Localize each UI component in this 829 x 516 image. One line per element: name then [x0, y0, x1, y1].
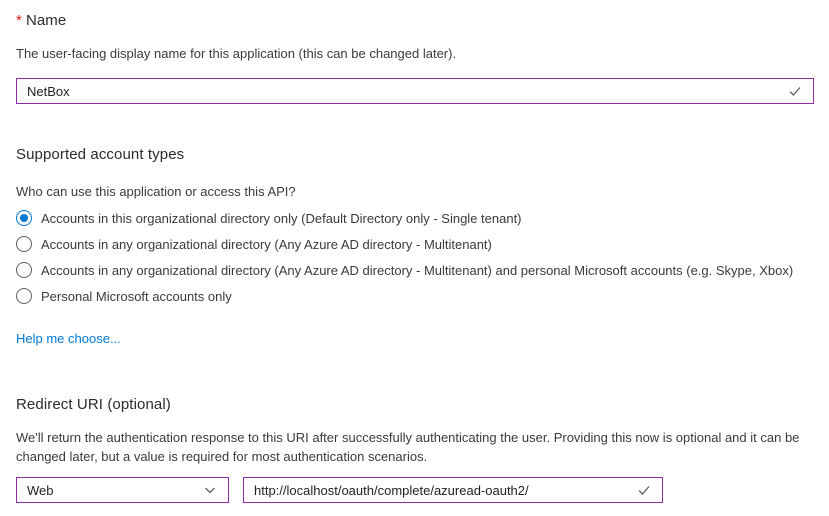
redirect-uri-controls: [16, 477, 814, 503]
radio-button[interactable]: [16, 262, 32, 278]
account-type-radio-group: [16, 205, 814, 309]
name-title-text: Name: [25, 12, 67, 29]
chevron-down-icon: [202, 482, 218, 498]
account-types-section: [16, 146, 814, 348]
radio-label: Accounts in this organizational directory only (Default Directory only - Single tenant): [41, 210, 522, 226]
help-me-choose-link[interactable]: Help me choose...: [16, 331, 121, 346]
redirect-uri-title: Redirect URI (optional): [16, 396, 171, 413]
redirect-uri-section: [16, 396, 814, 503]
name-section: [16, 12, 814, 104]
account-type-option-single-tenant[interactable]: [16, 205, 814, 231]
name-input[interactable]: [16, 78, 814, 104]
account-type-option-multitenant-personal[interactable]: [16, 257, 814, 283]
radio-button[interactable]: [16, 210, 32, 226]
radio-label: Personal Microsoft accounts only: [41, 288, 232, 304]
name-description: The user-facing display name for this application (this can be changed later).: [16, 46, 457, 61]
radio-button[interactable]: [16, 288, 32, 304]
radio-label: Accounts in any organizational directory (Any Azure AD directory - Multitenant): [41, 236, 492, 252]
account-type-option-personal-only[interactable]: [16, 283, 814, 309]
checkmark-icon: [787, 83, 803, 99]
redirect-uri-input-value: http://localhost/oauth/complete/azuread-oauth2/: [254, 482, 529, 498]
platform-select[interactable]: [16, 477, 229, 503]
redirect-uri-input[interactable]: [243, 477, 663, 503]
account-types-question: Who can use this application or access this API?: [16, 184, 296, 199]
radio-label: Accounts in any organizational directory (Any Azure AD directory - Multitenant) and personal Microsoft accounts (e.g. Skype, Xbox): [41, 262, 794, 278]
platform-select-value: Web: [27, 482, 54, 498]
account-types-title: Supported account types: [16, 146, 185, 163]
required-asterisk: *: [16, 12, 22, 29]
checkmark-icon: [636, 482, 652, 498]
name-input-value: NetBox: [27, 83, 70, 99]
name-section-title: [16, 12, 814, 29]
account-type-option-multitenant[interactable]: [16, 231, 814, 257]
redirect-uri-description: We'll return the authentication response to this URI after successfully authenticating the user. Providing this now is optional and it can be changed later, but a value is required for most authentication scenarios.: [16, 430, 800, 464]
radio-button[interactable]: [16, 236, 32, 252]
